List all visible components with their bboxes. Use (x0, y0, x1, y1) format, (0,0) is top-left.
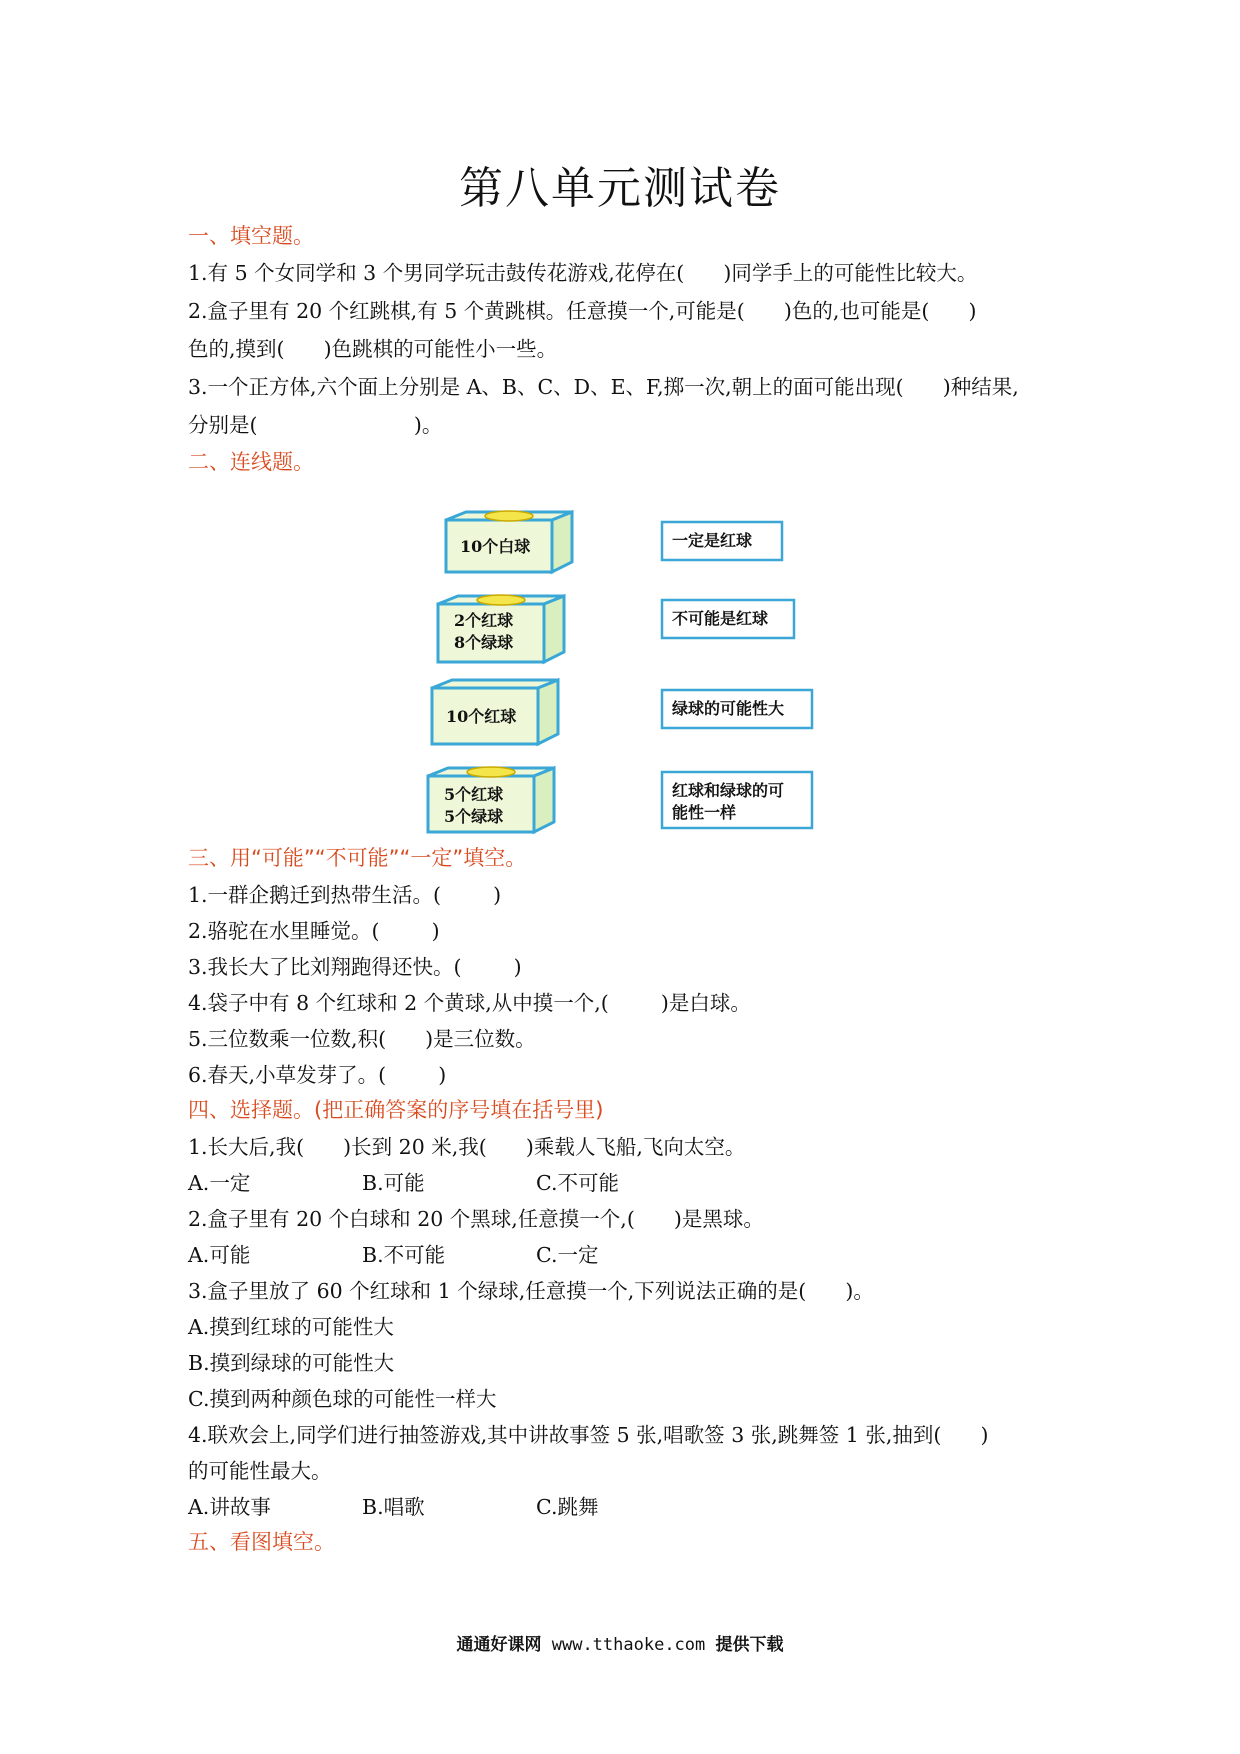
option-a: A.讲故事 (188, 1495, 271, 1519)
match-label-1 (662, 522, 782, 560)
question-line: 分别是( )。 (188, 413, 443, 437)
question-line: 2.骆驼在水里睡觉。( ) (188, 919, 440, 943)
option-b: B.唱歌 (362, 1495, 425, 1519)
box-3-label: 10个红球 (446, 707, 517, 726)
question-line: 3.一个正方体,六个面上分别是 A、B、C、D、E、F,掷一次,朝上的面可能出现( )种结果, (188, 375, 1019, 399)
svg-text:能性一样: 能性一样 (672, 803, 737, 822)
ball-box-4 (428, 767, 554, 832)
option-c: C.跳舞 (536, 1495, 599, 1519)
footer-credit (0, 1630, 1240, 1655)
box-4-label-line2: 5个绿球 (444, 807, 504, 826)
option-a: A.一定 (188, 1171, 251, 1195)
question-line: 1.长大后,我( )长到 20 米,我( )乘载人飞船,飞向太空。 (188, 1135, 746, 1159)
option-c: C.不可能 (536, 1171, 619, 1195)
box-2-label-line2: 8个绿球 (454, 633, 514, 652)
ball-box-3 (432, 680, 558, 744)
question-line: 的可能性最大。 (188, 1459, 332, 1483)
question-line: 4.袋子中有 8 个红球和 2 个黄球,从中摸一个,( )是白球。 (188, 991, 751, 1015)
footer-brand: 通通好课网 (456, 1635, 542, 1655)
svg-text:一定是红球: 一定是红球 (672, 531, 753, 550)
section-heading-possibility: 三、用“可能”“不可能”“一定”填空。 (188, 846, 527, 870)
ball-box-2 (438, 595, 564, 662)
ball-box-1 (446, 511, 572, 572)
question-line: 6.春天,小草发芽了。( ) (188, 1063, 447, 1087)
question-line: 2.盒子里有 20 个白球和 20 个黑球,任意摸一个,( )是黑球。 (188, 1207, 764, 1231)
footer-url[interactable]: www.tthaoke.com (551, 1635, 706, 1655)
box-2-label-line1: 2个红球 (454, 611, 514, 630)
svg-text:红球和绿球的可: 红球和绿球的可 (672, 781, 785, 800)
option-c: C.摸到两种颜色球的可能性一样大 (188, 1387, 497, 1411)
question-line: 色的,摸到( )色跳棋的可能性小一些。 (188, 337, 558, 361)
question-line: 3.盒子里放了 60 个红球和 1 个绿球,任意摸一个,下列说法正确的是( )。 (188, 1279, 874, 1303)
match-label-4 (662, 772, 812, 828)
match-label-2 (662, 600, 794, 638)
svg-text:绿球的可能性大: 绿球的可能性大 (672, 699, 785, 718)
option-a: A.可能 (188, 1243, 251, 1267)
question-line: 3.我长大了比刘翔跑得还快。( ) (188, 955, 522, 979)
match-label-3 (662, 690, 812, 728)
svg-text:不可能是红球: 不可能是红球 (672, 609, 769, 628)
option-b: B.摸到绿球的可能性大 (188, 1351, 395, 1375)
section-heading-fill-blank: 一、填空题。 (188, 224, 314, 248)
section-heading-choice: 四、选择题。(把正确答案的序号填在括号里) (188, 1098, 604, 1122)
question-line: 4.联欢会上,同学们进行抽签游戏,其中讲故事签 5 张,唱歌签 3 张,跳舞签 1 张,抽到( ) (188, 1423, 989, 1447)
box-4-label-line1: 5个红球 (444, 785, 504, 804)
question-line: 1.一群企鹅迁到热带生活。( ) (188, 883, 502, 907)
page-title: 第八单元测试卷 (459, 163, 781, 214)
question-line: 2.盒子里有 20 个红跳棋,有 5 个黄跳棋。任意摸一个,可能是( )色的,也可能是( ) (188, 299, 977, 323)
box-1-label: 10个白球 (460, 537, 531, 556)
footer-suffix: 提供下载 (715, 1635, 784, 1655)
section-heading-picture-fill: 五、看图填空。 (188, 1530, 335, 1554)
option-b: B.可能 (362, 1171, 425, 1195)
option-b: B.不可能 (362, 1243, 446, 1267)
option-a: A.摸到红球的可能性大 (188, 1315, 394, 1339)
question-line: 1.有 5 个女同学和 3 个男同学玩击鼓传花游戏,花停在( )同学手上的可能性比较大。 (188, 261, 978, 285)
option-c: C.一定 (536, 1243, 599, 1267)
question-line: 5.三位数乘一位数,积( )是三位数。 (188, 1027, 536, 1051)
section-heading-matching: 二、连线题。 (188, 450, 314, 474)
matching-diagram (420, 500, 830, 840)
